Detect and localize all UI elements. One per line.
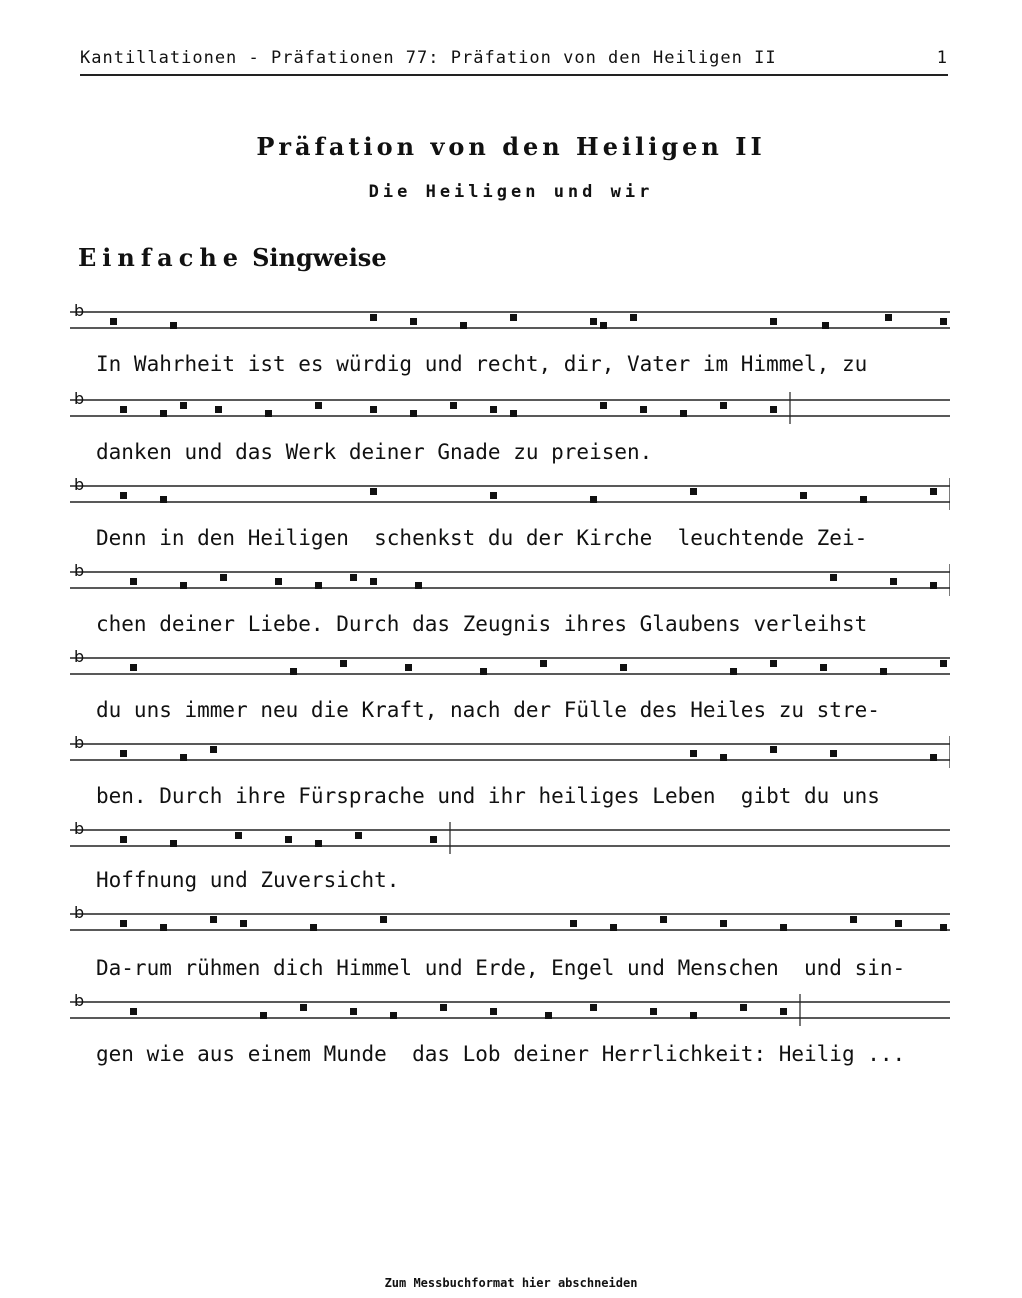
neume-note	[160, 410, 167, 417]
neume-note	[370, 578, 377, 585]
neume-note	[680, 410, 687, 417]
neume-note	[285, 836, 292, 843]
neume-note	[822, 322, 829, 329]
chant-staff-2	[70, 386, 950, 426]
flat-clef-icon: b	[74, 301, 85, 320]
neume-note	[120, 750, 127, 757]
neume-note	[390, 1012, 397, 1019]
neume-note	[570, 920, 577, 927]
flat-clef-icon: b	[74, 819, 85, 838]
lyric-line-8: Da-rum rühmen dich Himmel und Erde, Engel und Menschen und sin-	[96, 956, 906, 980]
neume-note	[590, 318, 597, 325]
neume-note	[930, 754, 937, 761]
chant-staff-1	[70, 298, 950, 338]
neume-note	[130, 578, 137, 585]
neume-note	[240, 920, 247, 927]
neume-note	[850, 916, 857, 923]
neume-note	[120, 836, 127, 843]
neume-note	[370, 406, 377, 413]
neume-note	[690, 1012, 697, 1019]
neume-note	[460, 322, 467, 329]
neume-note	[260, 1012, 267, 1019]
neume-note	[370, 488, 377, 495]
neume-note	[940, 924, 947, 931]
neume-note	[300, 1004, 307, 1011]
neume-note	[180, 582, 187, 589]
neume-note	[770, 318, 777, 325]
neume-note	[690, 750, 697, 757]
neume-note	[160, 496, 167, 503]
lyric-line-7: Hoffnung und Zuversicht.	[96, 868, 400, 892]
neume-note	[620, 664, 627, 671]
neume-note	[590, 496, 597, 503]
neume-note	[540, 660, 547, 667]
flat-clef-icon: b	[74, 475, 85, 494]
neume-note	[170, 322, 177, 329]
neume-note	[405, 664, 412, 671]
lyric-line-3: Denn in den Heiligen schenkst du der Kirche leuchtende Zei-	[96, 526, 868, 550]
neume-note	[780, 1008, 787, 1015]
neume-note	[315, 582, 322, 589]
neume-note	[380, 916, 387, 923]
neume-note	[490, 492, 497, 499]
neume-note	[940, 318, 947, 325]
neume-note	[640, 406, 647, 413]
flat-clef-icon: b	[74, 991, 85, 1010]
neume-note	[180, 402, 187, 409]
neume-note	[600, 322, 607, 329]
neume-note	[490, 406, 497, 413]
lyric-line-6: ben. Durch ihre Fürsprache und ihr heiliges Leben gibt du uns	[96, 784, 880, 808]
neume-note	[430, 836, 437, 843]
neume-note	[650, 1008, 657, 1015]
neume-note	[730, 668, 737, 675]
neume-note	[215, 406, 222, 413]
neume-note	[110, 318, 117, 325]
neume-note	[660, 916, 667, 923]
neume-note	[310, 924, 317, 931]
neume-note	[720, 754, 727, 761]
neume-note	[740, 1004, 747, 1011]
chant-staff-4	[70, 558, 950, 598]
chant-staff-9	[70, 988, 950, 1028]
neume-note	[120, 492, 127, 499]
neume-note	[120, 920, 127, 927]
neume-note	[930, 488, 937, 495]
neume-note	[630, 314, 637, 321]
chant-staff-6	[70, 730, 950, 770]
chant-staff-5	[70, 644, 950, 684]
page-title: Präfation von den Heiligen II	[256, 132, 766, 161]
lyric-line-5: du uns immer neu die Kraft, nach der Fülle des Heiles zu stre-	[96, 698, 880, 722]
neume-note	[160, 924, 167, 931]
neume-note	[780, 924, 787, 931]
neume-note	[770, 406, 777, 413]
neume-note	[180, 754, 187, 761]
flat-clef-icon: b	[74, 389, 85, 408]
flat-clef-icon: b	[74, 561, 85, 580]
flat-clef-icon: b	[74, 903, 85, 922]
neume-note	[940, 660, 947, 667]
neume-note	[275, 578, 282, 585]
neume-note	[355, 832, 362, 839]
section-heading-spaced: Einfache	[78, 243, 245, 272]
neume-note	[930, 582, 937, 589]
lyric-line-9: gen wie aus einem Munde das Lob deiner Herrlichkeit: Heilig ...	[96, 1042, 906, 1066]
chant-staff-7	[70, 816, 950, 856]
running-header	[80, 48, 948, 76]
neume-note	[770, 746, 777, 753]
neume-note	[235, 832, 242, 839]
chant-staff-8	[70, 900, 950, 940]
neume-note	[590, 1004, 597, 1011]
neume-note	[830, 750, 837, 757]
neume-note	[315, 840, 322, 847]
neume-note	[290, 668, 297, 675]
neume-note	[415, 582, 422, 589]
neume-note	[440, 1004, 447, 1011]
neume-note	[895, 920, 902, 927]
neume-note	[880, 668, 887, 675]
section-heading	[78, 243, 387, 272]
running-title: Kantillationen - Präfationen 77: Präfation von den Heiligen II	[80, 48, 777, 68]
neume-note	[350, 574, 357, 581]
lyric-line-4: chen deiner Liebe. Durch das Zeugnis ihres Glaubens verleihst	[96, 612, 868, 636]
neume-note	[220, 574, 227, 581]
neume-note	[210, 916, 217, 923]
neume-note	[480, 668, 487, 675]
neume-note	[860, 496, 867, 503]
neume-note	[720, 920, 727, 927]
neume-note	[510, 410, 517, 417]
neume-note	[800, 492, 807, 499]
neume-note	[265, 410, 272, 417]
neume-note	[600, 402, 607, 409]
flat-clef-icon: b	[74, 647, 85, 666]
neume-note	[720, 402, 727, 409]
neume-note	[450, 402, 457, 409]
neume-note	[130, 1008, 137, 1015]
neume-note	[370, 314, 377, 321]
neume-note	[350, 1008, 357, 1015]
lyric-line-2: danken und das Werk deiner Gnade zu preisen.	[96, 440, 653, 464]
neume-note	[410, 318, 417, 325]
neume-note	[130, 664, 137, 671]
neume-note	[890, 578, 897, 585]
neume-note	[830, 574, 837, 581]
neume-note	[510, 314, 517, 321]
cut-line-note: Zum Messbuchformat hier abschneiden	[384, 1276, 638, 1290]
neume-note	[340, 660, 347, 667]
neume-note	[885, 314, 892, 321]
neume-note	[210, 746, 217, 753]
neume-note	[120, 406, 127, 413]
neume-note	[170, 840, 177, 847]
neume-note	[545, 1012, 552, 1019]
neume-note	[610, 924, 617, 931]
chant-staff-3	[70, 472, 950, 512]
section-heading-plain: Singweise	[252, 243, 387, 272]
neume-note	[490, 1008, 497, 1015]
page-number: 1	[936, 48, 948, 68]
page-subtitle: Die Heiligen und wir	[368, 182, 654, 202]
neume-note	[820, 664, 827, 671]
neume-note	[315, 402, 322, 409]
flat-clef-icon: b	[74, 733, 85, 752]
lyric-line-1: In Wahrheit ist es würdig und recht, dir, Vater im Himmel, zu	[96, 352, 868, 376]
neume-note	[690, 488, 697, 495]
neume-note	[770, 660, 777, 667]
neume-note	[410, 410, 417, 417]
